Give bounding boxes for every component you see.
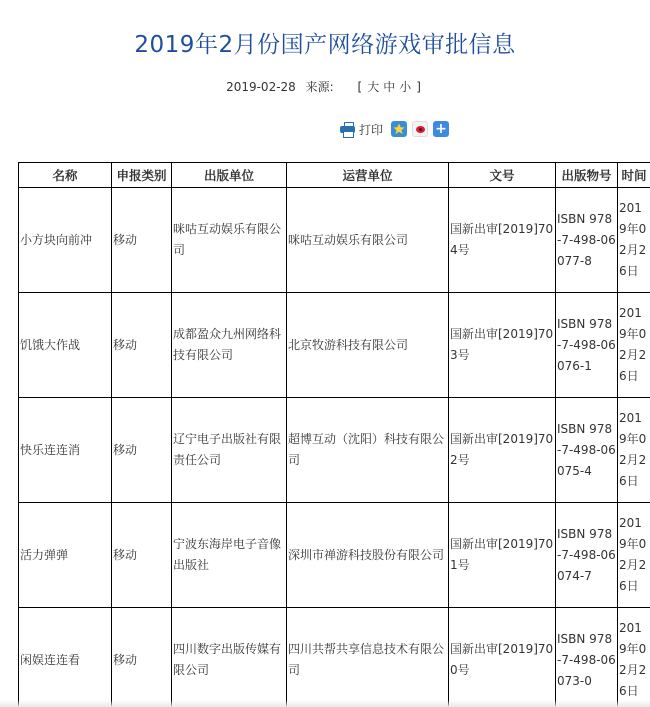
table-row: [19, 503, 650, 608]
font-size-bracket-close: ]: [416, 80, 421, 94]
cell-publisher: 宁波东海岸电子音像出版社: [172, 503, 287, 608]
cell-operator: 四川共帮共享信息技术有限公司: [287, 608, 449, 707]
cell-doc-number: 国新出审[2019]700号: [449, 608, 556, 707]
cell-publisher: 四川数字出版传媒有限公司: [172, 608, 287, 707]
source-label: 来源:: [305, 80, 334, 94]
page-title: 2019年2月份国产网络游戏审批信息: [134, 32, 516, 58]
cell-doc-number: 国新出审[2019]701号: [449, 503, 556, 608]
cell-category: 移动: [112, 608, 172, 707]
cell-date: 2019年02月26日: [618, 398, 650, 503]
cell-category: 移动: [112, 293, 172, 398]
cell-name: 活力弹弹: [19, 503, 112, 608]
more-share-icon[interactable]: +: [433, 121, 449, 137]
font-size-large-link[interactable]: 大: [367, 80, 380, 94]
cell-operator: 北京牧游科技有限公司: [287, 293, 449, 398]
cell-doc-number: 国新出审[2019]703号: [449, 293, 556, 398]
header-operator: 运营单位: [287, 163, 449, 188]
cell-publisher: 辽宁电子出版社有限责任公司: [172, 398, 287, 503]
cell-date: 2019年02月26日: [618, 293, 650, 398]
weibo-share-icon[interactable]: [412, 121, 428, 137]
cell-isbn: ISBN 978-7-498-06075-4: [556, 398, 618, 503]
cell-operator: 超博互动（沈阳）科技有限公司: [287, 398, 449, 503]
header-name: 名称: [19, 163, 112, 188]
font-size-control: [355, 80, 424, 94]
publish-date: 2019-02-28: [226, 80, 296, 94]
cell-date: 2019年02月26日: [618, 503, 650, 608]
cell-name: 快乐连连消: [19, 398, 112, 503]
cell-name: 小方块向前冲: [19, 188, 112, 293]
cell-isbn: ISBN 978-7-498-06073-0: [556, 608, 618, 707]
approval-table: [18, 162, 650, 707]
header-category: 申报类别: [112, 163, 172, 188]
cell-operator: 咪咕互动娱乐有限公司: [287, 188, 449, 293]
header-isbn: 出版物号: [556, 163, 618, 188]
table-row: [19, 608, 650, 707]
cell-publisher: 成都盈众九州网络科技有限公司: [172, 293, 287, 398]
header-doc-number: 文号: [449, 163, 556, 188]
table-row: [19, 188, 650, 293]
cell-isbn: ISBN 978-7-498-06076-1: [556, 293, 618, 398]
qzone-share-icon[interactable]: [391, 121, 407, 137]
cell-date: 2019年02月26日: [618, 188, 650, 293]
approval-table-container: [18, 162, 650, 707]
cell-category: 移动: [112, 398, 172, 503]
header-date: 时间: [618, 163, 650, 188]
cell-name: 饥饿大作战: [19, 293, 112, 398]
font-size-medium-link[interactable]: 中: [383, 80, 396, 94]
cell-doc-number: 国新出审[2019]702号: [449, 398, 556, 503]
cell-category: 移动: [112, 188, 172, 293]
bottom-edge-shadow: [0, 700, 650, 707]
cell-isbn: ISBN 978-7-498-06074-7: [556, 503, 618, 608]
header-publisher: 出版单位: [172, 163, 287, 188]
cell-operator: 深圳市禅游科技股份有限公司: [287, 503, 449, 608]
cell-isbn: ISBN 978-7-498-06077-8: [556, 188, 618, 293]
font-size-bracket-open: [: [357, 80, 363, 94]
table-header-row: [19, 163, 650, 188]
font-size-small-link[interactable]: 小: [399, 80, 412, 94]
article-meta: [0, 78, 650, 95]
print-icon[interactable]: [340, 122, 356, 136]
cell-doc-number: 国新出审[2019]704号: [449, 188, 556, 293]
cell-name: 闲娱连连看: [19, 608, 112, 707]
print-link[interactable]: 打印: [359, 122, 384, 137]
cell-date: 2019年02月26日: [618, 608, 650, 707]
table-row: [19, 398, 650, 503]
share-toolbar: [340, 119, 454, 139]
cell-publisher: 咪咕互动娱乐有限公司: [172, 188, 287, 293]
cell-category: 移动: [112, 503, 172, 608]
table-row: [19, 293, 650, 398]
